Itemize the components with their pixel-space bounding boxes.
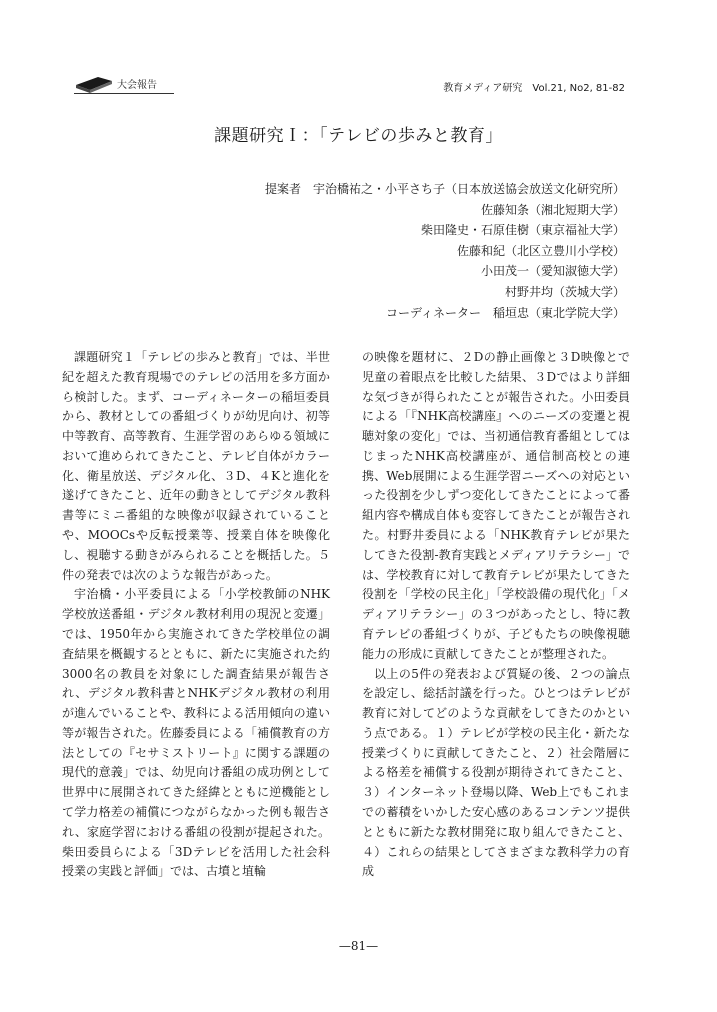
author-line: 村野井均（茨城大学） (504, 284, 625, 299)
author-line: 提案者 宇治橋祐之・小平さち子（日本放送協会放送文化研究所） (264, 182, 625, 196)
author-line: 佐藤和紀（北区立豊川小学校） (456, 243, 625, 258)
body-paragraph: 以上の5件の発表および質疑の後、２つの論点を設定し、総括討議を行った。ひとつはテレビが教育に対してどのような貢献をしてきたのかという点である。１）テレビが学校の民主化・新たな授業づくりに貢献してきたこと、２）社会階層による格差を補償する役割が期待されてきたこと、３）インターネット登場以降、Web上でもこれまでの蓄積をいかした安心感のあるコンテンツ提供とともに新たな教材開発に取り組んできたこと、４）これらの結果としてさまざまな教科学力の育成 (362, 666, 630, 879)
author-line: 佐藤知条（湘北短期大学） (480, 202, 625, 217)
author-line: 小田茂一（愛知淑徳大学） (480, 264, 625, 279)
body-paragraph: の映像を題材に、２Dの静止画像と３D映像とで児童の着眼点を比較した結果、３Dではより詳細な気づきが得られたことが報告された。小田委員による「『NHK高校講座』へのニーズの変遷と視聴対象の変化」では、当初通信教育番組としてはじまったNHK高校講座が、通信制高校との連携、Web展開による生涯学習ニーズへの対応といった役割を少しずつ変化してきたことによって番組内容や構成自体も変容してきたことが報告された。村野井委員による「NHK教育テレビが果たしてきた役割-教育実践とメディアリテラシー」では、学校教育に対して教育テレビが果たしてきた役割を「学校の民主化」「学校設備の現代化」「メディアリテラシー」の３つがあったとし、特に教育テレビの番組づくりが、子どもたちの映像視聴能力の形成に貢献してきたことが整理された。 (362, 350, 630, 661)
section-header (74, 72, 184, 98)
body-paragraph: 課題研究１「テレビの歩みと教育」では、半世紀を超えた教育現場でのテレビの活用を多方面から検討した。まず、コーディネーターの稲垣委員から、教材としての番組づくりが幼児向け、初等中等教育、高等教育、生涯学習のあらゆる領域において進められてきたこと、テレビ自体がカラー化、衛星放送、デジタル化、３D、４Kと進化を遂げてきたこと、近年の動きとしてデジタル教科書等にミニ番組的な映像が収録されていることや、MOOCsや反転授業等、授業自体を映像化し、視聴する動きがみられることを概括した。５件の発表では次のような報告があった。 (62, 350, 330, 582)
journal-info: 教育メディア研究 Vol.21, No2, 81-82 (443, 83, 625, 94)
author-line: コーディネーター 稲垣忠（東北学院大学） (385, 305, 625, 320)
author-line: 柴田隆史・石原佳樹（東京福祉大学） (420, 223, 625, 238)
body-column-left (62, 348, 330, 882)
header-rule (74, 93, 174, 94)
body-paragraph: 宇治橋・小平委員による「小学校教師のNHK 学校放送番組・デジタル教材利用の現況と変遷」では、1950年から実施されてきた学校単位の調査結果を概観するとともに、新たに実施された約3000名の教員を対象にした調査結果が報告され、デジタル教科書とNHKデジタル教材の利用が進んでいることや、教科による活用傾向の違い等が報告された。佐藤委員による「補償教育の方法としての『セサミストリート』に関する課題の現代的意義」では、幼児向け番組の成功例として世界中に展開されてきた経緯とともに逆機能として学力格差の補償につながらなかった例も報告され、家庭学習における番組の役割が提起された。柴田委員らによる「3Dテレビを活用した社会科授業の実践と評価」では、古墳と埴輪 (62, 587, 330, 879)
section-label: 大会報告 (117, 80, 157, 91)
author-list (265, 179, 625, 323)
article-title: 課題研究Ｉ：「テレビの歩みと教育」 (214, 126, 503, 146)
page-number: —81— (338, 939, 379, 953)
body-column-right (362, 348, 630, 882)
